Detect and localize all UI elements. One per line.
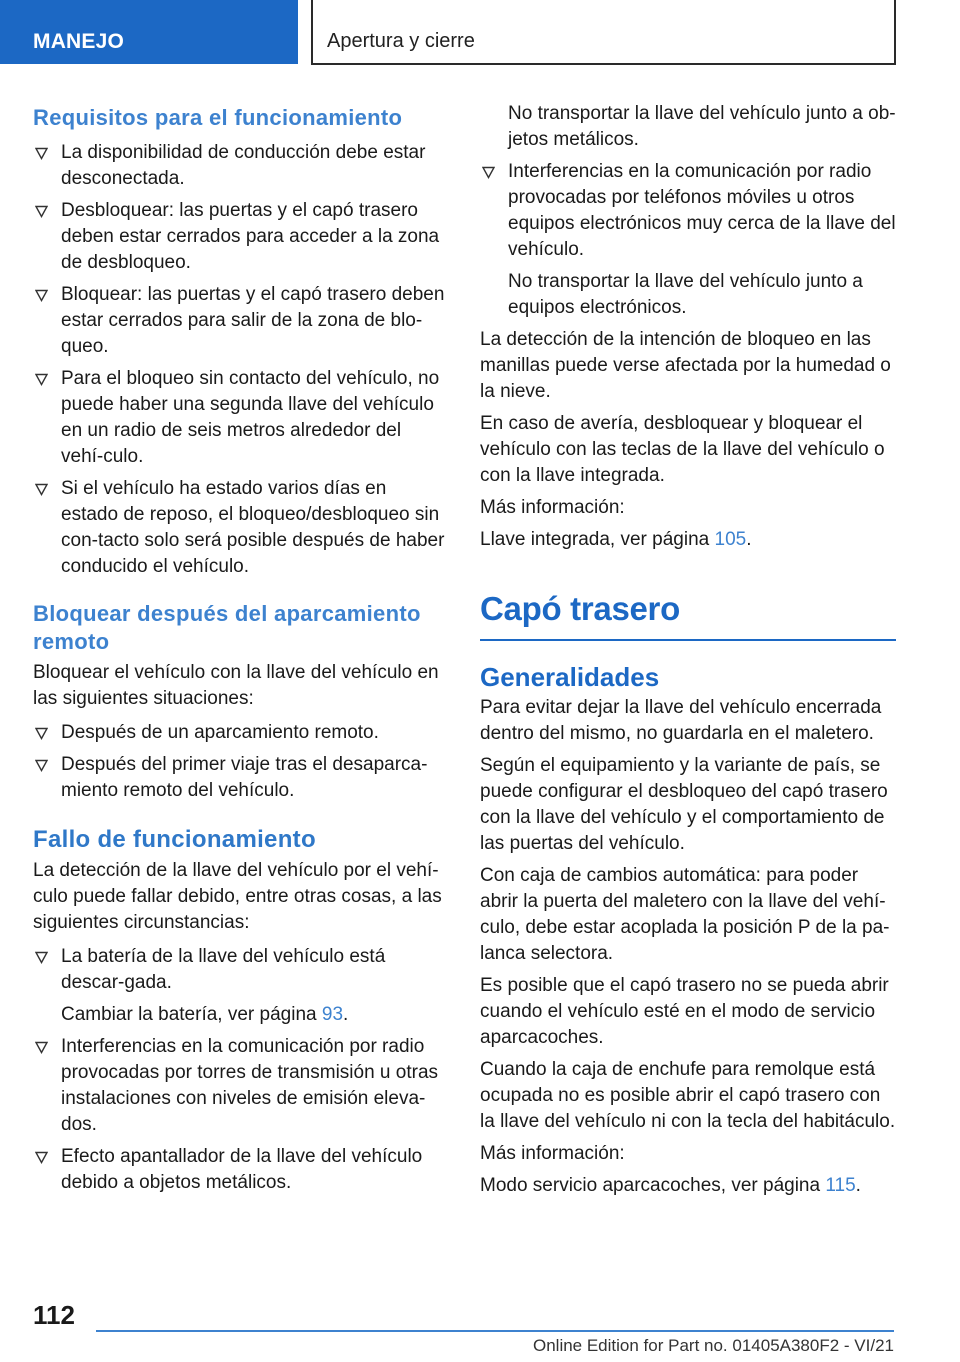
triangle-bullet-icon [482,166,495,179]
left-column [33,98,448,1196]
heading-capo-trasero: Capó trasero [480,589,896,641]
list-item-text: Bloquear: las puertas y el capó trasero deben estar cerrados para salir de la zona de blo‐queo. [61,284,445,357]
fallo-intro: La detección de la llave del vehículo por el vehí‐culo puede fallar debido, entre otras cosas, a las siguientes circunstancias: [33,860,442,933]
section-tab: MANEJO [0,0,298,64]
list-item [33,198,448,276]
more-info-label: Más información: [480,1143,625,1164]
chapter-title: Apertura y cierre [311,0,896,65]
list-item-text: La batería de la llave del vehículo está descar‐gada. [61,946,386,993]
list-item-text: Para el bloqueo sin contacto del vehículo, no puede haber una segunda llave del vehículo en un radio de seis metros alrededor del vehí‐culo. [61,368,440,467]
paragraph: Cuando la caja de enchufe para remolque está ocupada no es posible abrir el capó trasero con la llave del vehículo ni con la tecla del habitáculo. [480,1059,896,1132]
paragraph: La detección de la intención de bloqueo en las manillas puede verse afectada por la humedad o la nieve. [480,329,891,402]
paragraph: Según el equipamiento y la variante de país, se puede configurar el desbloqueo del capó trasero con la llave del vehículo y el comportamiento de las puertas del vehículo. [480,755,888,854]
footer-divider [96,1330,894,1332]
metal-note: No transportar la llave del vehículo junto a ob‐jetos metálicos. [508,103,896,150]
list-item-text: Desbloquear: las puertas y el capó trasero deben estar cerrados para acceder a la zona de desbloqueo. [61,200,440,273]
list-item [33,720,448,746]
triangle-bullet-icon [35,951,48,964]
paragraph: En caso de avería, desbloquear y bloquear el vehículo con las teclas de la llave del vehículo o con la llave integrada. [480,413,885,486]
list-item-text: Interferencias en la comunicación por radio provocadas por teléfonos móviles u otros equipos electrónicos muy cerca de la llave del vehículo. [508,161,896,260]
more-info-label: Más información: [480,497,625,518]
list-item-text: Efecto apantallador de la llave del vehículo debido a objetos metálicos. [61,1146,423,1193]
paragraph: Con caja de cambios automática: para poder abrir la puerta del maletero con la llave del vehí‐culo, debe estar acoplada la posición P de la pa‐lanca selectora. [480,865,890,964]
list-item [33,282,448,360]
servicio-reference: Modo servicio aparcacoches, ver página 115. [480,1175,861,1196]
list-item [33,944,448,996]
list-item [33,366,448,470]
heading-generalidades: Generalidades [480,662,660,692]
triangle-bullet-icon [35,759,48,772]
triangle-bullet-icon [35,1041,48,1054]
right-column [480,101,896,1199]
edition-note: Online Edition for Part no. 01405A380F2 - VI/21 [532,1336,894,1355]
triangle-bullet-icon [35,289,48,302]
llave-reference: Llave integrada, ver página 105. [480,529,752,550]
paragraph: Es posible que el capó trasero no se pueda abrir cuando el vehículo esté en el modo de servicio aparcacoches. [480,975,889,1048]
page-link-105[interactable]: 105 [714,529,747,550]
triangle-bullet-icon [35,147,48,160]
list-item [33,476,448,580]
heading-fallo: Fallo de funcionamiento [33,826,316,853]
electronics-note: No transportar la llave del vehículo junto a equipos electrónicos. [508,271,863,318]
heading-bloquear: Bloquear después del aparcamiento remoto [33,601,421,654]
list-item-text: Si el vehículo ha estado varios días en estado de reposo, el bloqueo/desbloqueo sin con‐tacto solo será posible después de haber conducido el vehículo. [61,478,445,577]
bloquear-intro: Bloquear el vehículo con la llave del vehículo en las siguientes situaciones: [33,662,439,709]
list-item-text: Después de un aparcamiento remoto. [61,722,379,743]
servicio-reference-text: Modo servicio aparcacoches, ver página [480,1175,826,1196]
triangle-bullet-icon [35,1151,48,1164]
llave-reference-text: Llave integrada, ver página [480,529,715,550]
triangle-bullet-icon [35,205,48,218]
list-item [480,159,896,263]
list-item [33,1144,448,1196]
list-item [33,752,448,804]
paragraph: Para evitar dejar la llave del vehículo encerrada dentro del mismo, no guardarla en el maletero. [480,697,882,744]
battery-note: Cambiar la batería, ver página 93. [61,1004,349,1025]
triangle-bullet-icon [35,483,48,496]
list-item [33,1034,448,1138]
battery-note-text: Cambiar la batería, ver página [61,1004,322,1025]
page-number: 112 [33,1300,75,1330]
list-item-text: Después del primer viaje tras el desaparca‐miento remoto del vehículo. [61,754,428,801]
list-item-text: La disponibilidad de conducción debe estar desconectada. [61,142,426,189]
triangle-bullet-icon [35,727,48,740]
page-link-115[interactable]: 115 [825,1175,856,1196]
list-item-text: Interferencias en la comunicación por radio provocadas por torres de transmisión u otras instalaciones con niveles de emisión eleva‐dos. [61,1036,439,1135]
heading-requisitos: Requisitos para el funcionamiento [33,105,403,130]
triangle-bullet-icon [35,373,48,386]
list-item [33,140,448,192]
page-link-93[interactable]: 93 [321,1004,344,1025]
